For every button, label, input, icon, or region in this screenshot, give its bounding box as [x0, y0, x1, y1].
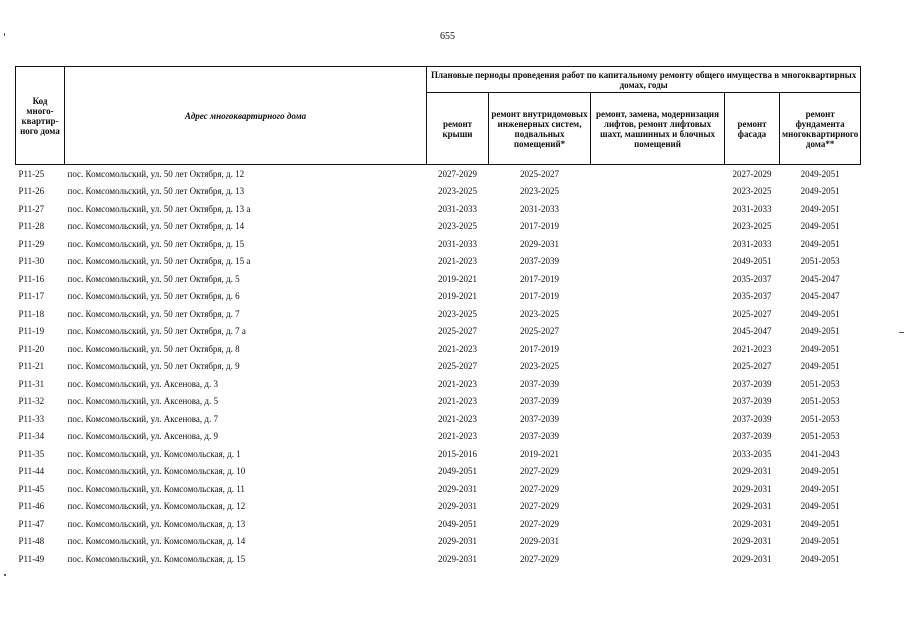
systems-cell: 2029-2031: [520, 536, 559, 547]
address-cell: пос. Комсомольский, ул. 50 лет Октября, д. 7 а: [67, 326, 246, 337]
roof-cell: 2027-2029: [427, 165, 489, 183]
systems-cell: 2031-2033: [520, 203, 559, 214]
roof-cell: 2021-2023: [438, 378, 477, 389]
table-row: [16, 165, 861, 183]
lifts-cell: [591, 393, 725, 411]
header-foundation: ремонт фундамента многоквартирного дома**: [780, 93, 861, 165]
facade-cell: 2023-2025: [732, 221, 772, 232]
scan-mark: [899, 332, 904, 333]
systems-cell: 2037-2039: [520, 378, 559, 389]
header-code: Код много-квартир-ного дома: [16, 67, 65, 165]
foundation-cell: 2045-2047: [800, 291, 840, 302]
code-cell: P11-45: [18, 483, 45, 494]
address-cell: пос. Комсомольский, ул. Комсомольская, д. 13: [67, 518, 246, 529]
systems-cell: 2017-2019: [520, 273, 559, 284]
page-number: 655: [440, 31, 455, 42]
foundation-cell: 2049-2051: [800, 343, 840, 354]
address-cell: пос. Комсомольский, ул. 50 лет Октября, д. 12: [65, 165, 427, 183]
foundation-cell: 2051-2053: [800, 431, 840, 442]
code-cell: P11-47: [18, 518, 45, 529]
lifts-cell: [591, 463, 725, 481]
systems-cell: 2037-2039: [520, 431, 559, 442]
foundation-cell: 2049-2051: [800, 221, 840, 232]
code-cell: P11-30: [18, 256, 45, 267]
foundation-cell: 2049-2051: [800, 326, 840, 337]
code-cell: P11-31: [18, 378, 45, 389]
facade-cell: 2029-2031: [732, 518, 772, 529]
code-cell: P11-46: [18, 501, 45, 512]
facade-cell: 2025-2027: [732, 361, 772, 372]
address-cell: пос. Комсомольский, ул. Аксенова, д. 3: [67, 378, 218, 389]
facade-cell: 2025-2027: [732, 308, 772, 319]
code-cell: P11-16: [18, 273, 45, 284]
foundation-cell: 2049-2051: [800, 186, 840, 197]
facade-cell: 2029-2031: [732, 483, 772, 494]
systems-cell: 2027-2029: [520, 501, 559, 512]
code-cell: P11-26: [18, 186, 45, 197]
address-cell: пос. Комсомольский, ул. Аксенова, д. 5: [67, 396, 218, 407]
address-cell: пос. Комсомольский, ул. 50 лет Октября, д. 8: [67, 343, 240, 354]
address-cell: пос. Комсомольский, ул. 50 лет Октября, д. 6: [67, 291, 240, 302]
roof-cell: 2021-2023: [438, 256, 477, 267]
roof-cell: 2029-2031: [438, 553, 477, 564]
roof-cell: 2019-2021: [438, 273, 477, 284]
roof-cell: 2023-2025: [438, 221, 477, 232]
roof-cell: 2021-2023: [438, 431, 477, 442]
roof-cell: 2049-2051: [438, 518, 477, 529]
table-row: [16, 340, 861, 358]
table-row: [16, 550, 861, 568]
facade-cell: 2029-2031: [732, 501, 772, 512]
systems-cell: 2017-2019: [520, 221, 559, 232]
facade-cell: 2031-2033: [732, 238, 772, 249]
table-row: [16, 410, 861, 428]
code-cell: P11-18: [18, 308, 45, 319]
lifts-cell: [591, 288, 725, 306]
code-cell: P11-33: [18, 413, 45, 424]
lifts-cell: [591, 445, 725, 463]
foundation-cell: 2049-2051: [780, 165, 861, 183]
facade-cell: 2027-2029: [725, 165, 780, 183]
lifts-cell: [591, 340, 725, 358]
address-cell: пос. Комсомольский, ул. Комсомольская, д. 14: [67, 536, 246, 547]
address-cell: пос. Комсомольский, ул. 50 лет Октября, д. 14: [67, 221, 245, 232]
scan-mark: [4, 574, 6, 576]
address-cell: пос. Комсомольский, ул. 50 лет Октября, д. 7: [67, 308, 240, 319]
address-cell: пос. Комсомольский, ул. 50 лет Октября, д. 15 а: [67, 256, 251, 267]
header-roof: ремонт крыши: [427, 93, 489, 165]
address-cell: пос. Комсомольский, ул. Комсомольская, д. 1: [67, 448, 241, 459]
foundation-cell: 2049-2051: [800, 466, 840, 477]
lifts-cell: [591, 253, 725, 271]
facade-cell: 2037-2039: [732, 413, 772, 424]
systems-cell: 2029-2031: [520, 238, 559, 249]
code-cell: P11-32: [18, 396, 45, 407]
systems-cell: 2025-2027: [489, 165, 591, 183]
foundation-cell: 2051-2053: [800, 256, 840, 267]
roof-cell: 2049-2051: [438, 466, 477, 477]
address-cell: пос. Комсомольский, ул. Аксенова, д. 9: [67, 431, 218, 442]
scan-mark: [4, 33, 5, 36]
lifts-cell: [591, 515, 725, 533]
code-cell: P11-19: [18, 326, 45, 337]
roof-cell: 2015-2016: [438, 448, 477, 459]
lifts-cell: [591, 200, 725, 218]
code-cell: P11-44: [18, 466, 45, 477]
lifts-cell: [591, 165, 725, 183]
table-row: [16, 533, 861, 551]
address-cell: пос. Комсомольский, ул. 50 лет Октября, д. 15: [67, 238, 245, 249]
roof-cell: 2025-2027: [438, 361, 477, 372]
header-address: Адрес многоквартирного дома: [65, 67, 427, 165]
systems-cell: 2037-2039: [520, 396, 559, 407]
table-row: [16, 253, 861, 271]
roof-cell: 2023-2025: [438, 308, 477, 319]
lifts-cell: [591, 305, 725, 323]
repair-schedule-table: [15, 66, 861, 568]
code-cell: P11-28: [18, 221, 45, 232]
foundation-cell: 2049-2051: [800, 483, 840, 494]
lifts-cell: [591, 533, 725, 551]
foundation-cell: 2045-2047: [800, 273, 840, 284]
lifts-cell: [591, 410, 725, 428]
code-cell: P11-17: [18, 291, 45, 302]
facade-cell: 2023-2025: [732, 186, 772, 197]
code-cell: P11-48: [18, 536, 45, 547]
roof-cell: 2029-2031: [438, 483, 477, 494]
roof-cell: 2029-2031: [438, 536, 477, 547]
table-row: [16, 218, 861, 236]
address-cell: пос. Комсомольский, ул. 50 лет Октября, д. 5: [67, 273, 240, 284]
table-row: [16, 305, 861, 323]
table-row: [16, 288, 861, 306]
address-cell: пос. Комсомольский, ул. Комсомольская, д. 10: [67, 466, 246, 477]
code-cell: P11-20: [18, 343, 45, 354]
roof-cell: 2031-2033: [438, 238, 477, 249]
facade-cell: 2035-2037: [732, 273, 772, 284]
table-row: [16, 200, 861, 218]
lifts-cell: [591, 235, 725, 253]
code-cell: P11-21: [18, 361, 45, 372]
facade-cell: 2037-2039: [732, 431, 772, 442]
header-facade: ремонт фасада: [725, 93, 780, 165]
table-row: [16, 428, 861, 446]
lifts-cell: [591, 323, 725, 341]
table-row: [16, 515, 861, 533]
table-row: [16, 498, 861, 516]
table-row: [16, 270, 861, 288]
lifts-cell: [591, 480, 725, 498]
code-cell: P11-27: [18, 203, 45, 214]
address-cell: пос. Комсомольский, ул. Комсомольская, д. 11: [67, 483, 245, 494]
foundation-cell: 2049-2051: [800, 203, 840, 214]
foundation-cell: 2049-2051: [800, 553, 840, 564]
roof-cell: 2031-2033: [438, 203, 477, 214]
facade-cell: 2045-2047: [732, 326, 772, 337]
systems-cell: 2023-2025: [520, 308, 559, 319]
facade-cell: 2033-2035: [732, 448, 772, 459]
systems-cell: 2027-2029: [520, 466, 559, 477]
roof-cell: 2023-2025: [438, 186, 477, 197]
table-row: [16, 375, 861, 393]
foundation-cell: 2041-2043: [800, 448, 840, 459]
table-row: [16, 358, 861, 376]
code-cell: P11-29: [18, 238, 45, 249]
systems-cell: 2037-2039: [520, 413, 559, 424]
code-cell: P11-35: [18, 448, 45, 459]
roof-cell: 2025-2027: [438, 326, 477, 337]
address-cell: пос. Комсомольский, ул. Комсомольская, д. 12: [67, 501, 246, 512]
systems-cell: 2027-2029: [520, 553, 559, 564]
roof-cell: 2021-2023: [438, 396, 477, 407]
systems-cell: 2027-2029: [520, 518, 559, 529]
systems-cell: 2017-2019: [520, 291, 559, 302]
address-cell: пос. Комсомольский, ул. 50 лет Октября, д. 13 а: [67, 203, 251, 214]
lifts-cell: [591, 358, 725, 376]
lifts-cell: [591, 270, 725, 288]
code-cell: P11-49: [18, 553, 45, 564]
table-row: [16, 480, 861, 498]
code-cell: P11-25: [16, 165, 65, 183]
systems-cell: 2037-2039: [520, 256, 559, 267]
systems-cell: 2019-2021: [520, 448, 559, 459]
roof-cell: 2021-2023: [438, 343, 477, 354]
lifts-cell: [591, 428, 725, 446]
address-cell: пос. Комсомольский, ул. 50 лет Октября, д. 13: [67, 186, 245, 197]
table-row: [16, 235, 861, 253]
facade-cell: 2031-2033: [732, 203, 772, 214]
table-row: [16, 393, 861, 411]
lifts-cell: [591, 218, 725, 236]
table-row: [16, 323, 861, 341]
facade-cell: 2021-2023: [732, 343, 772, 354]
foundation-cell: 2049-2051: [800, 238, 840, 249]
facade-cell: 2029-2031: [732, 466, 772, 477]
systems-cell: 2023-2025: [520, 361, 559, 372]
facade-cell: 2029-2031: [732, 553, 772, 564]
systems-cell: 2027-2029: [520, 483, 559, 494]
foundation-cell: 2049-2051: [800, 361, 840, 372]
lifts-cell: [591, 550, 725, 568]
foundation-cell: 2049-2051: [800, 518, 840, 529]
lifts-cell: [591, 498, 725, 516]
header-lifts: ремонт, замена, модернизация лифтов, ремонт лифтовых шахт, машинных и блочных помещений: [591, 93, 725, 165]
table-row: [16, 445, 861, 463]
systems-cell: 2023-2025: [520, 186, 559, 197]
table-row: [16, 183, 861, 201]
foundation-cell: 2049-2051: [800, 308, 840, 319]
foundation-cell: 2051-2053: [800, 413, 840, 424]
facade-cell: 2035-2037: [732, 291, 772, 302]
lifts-cell: [591, 183, 725, 201]
code-cell: P11-34: [18, 431, 45, 442]
header-systems: ремонт внутридомовых инженерных систем, подвальных помещений*: [489, 93, 591, 165]
roof-cell: 2019-2021: [438, 291, 477, 302]
address-cell: пос. Комсомольский, ул. Комсомольская, д. 15: [67, 553, 246, 564]
facade-cell: 2029-2031: [732, 536, 772, 547]
foundation-cell: 2049-2051: [800, 536, 840, 547]
address-cell: пос. Комсомольский, ул. Аксенова, д. 7: [67, 413, 218, 424]
facade-cell: 2049-2051: [732, 256, 772, 267]
address-cell: пос. Комсомольский, ул. 50 лет Октября, д. 9: [67, 361, 240, 372]
header-periods: Плановые периоды проведения работ по капитальному ремонту общего имущества в многоквартирных домах, годы: [427, 67, 861, 93]
roof-cell: 2021-2023: [438, 413, 477, 424]
systems-cell: 2025-2027: [520, 326, 559, 337]
systems-cell: 2017-2019: [520, 343, 559, 354]
roof-cell: 2029-2031: [438, 501, 477, 512]
foundation-cell: 2051-2053: [800, 396, 840, 407]
facade-cell: 2037-2039: [732, 396, 772, 407]
foundation-cell: 2049-2051: [800, 501, 840, 512]
foundation-cell: 2051-2053: [800, 378, 840, 389]
lifts-cell: [591, 375, 725, 393]
facade-cell: 2037-2039: [732, 378, 772, 389]
table-row: [16, 463, 861, 481]
